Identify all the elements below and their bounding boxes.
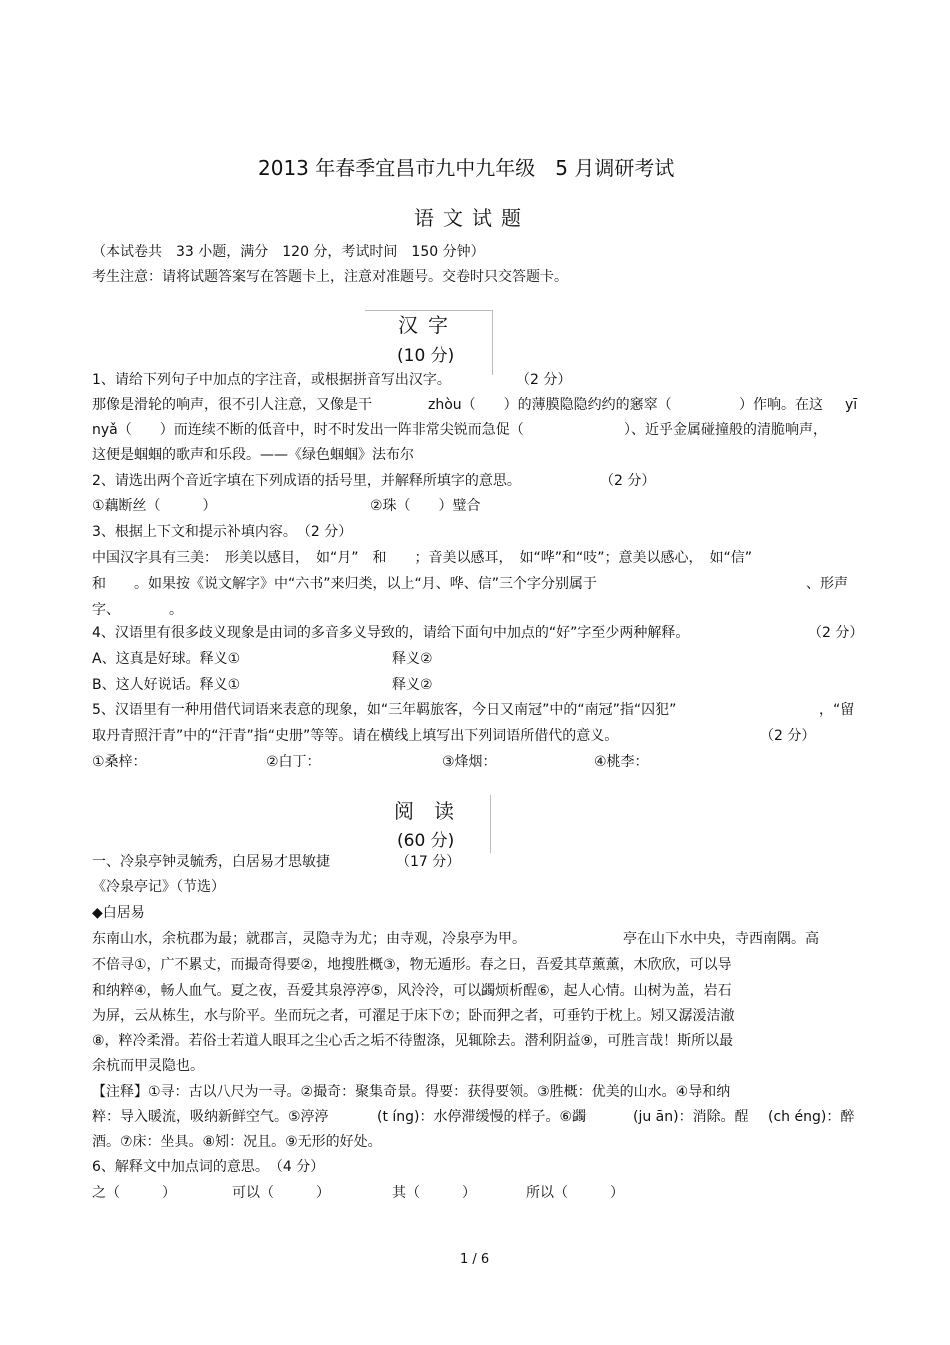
question-2-stem: 2、请选出两个音近字填在下列成语的括号里，并解释所填字的意思。 xyxy=(92,473,521,489)
question-5-stem: 5、汉语里有一种用借代词语来表意的现象，如“三年羁旅客，今日又南冠”中的“南冠”指“囚犯” xyxy=(92,702,677,718)
question-1-text: ）、近乎金属碰撞般的清脆响声， xyxy=(624,422,827,438)
question-4-option: 释义② xyxy=(392,651,433,667)
question-4-option: 释义② xyxy=(392,677,433,693)
question-6-stem: 6、解释文中加点词的意思。 （4 分） xyxy=(92,1159,325,1175)
question-5-stem: 取丹青照汗青”中的“汗青”指“史册”等等。请在横线上填写出下列词语所借代的意义。 xyxy=(92,728,619,744)
passage-notes: 粹：导入暖流，吸纳新鲜空气。⑤渟渟 xyxy=(92,1109,329,1125)
question-3-text: 字、 。 xyxy=(92,602,183,618)
question-6-option: 可以（ ） xyxy=(232,1185,330,1201)
exam-meta: （本试卷共 33 小题，满分 120 分，考试时间 150 分钟） xyxy=(92,244,485,260)
passage-line: 亭在山下水中央，寺西南隅。高 xyxy=(623,931,819,947)
reading-part-heading: 一、冷泉亭钟灵毓秀，白居易才思敏捷 xyxy=(92,854,330,870)
section-score-reading: (60 分) xyxy=(397,831,455,851)
reading-part-score: （17 分） xyxy=(396,854,461,870)
question-6-option: 其（ ） xyxy=(392,1185,476,1201)
question-3-stem: 3、根据上下文和提示补填内容。 （2 分） xyxy=(92,524,353,540)
question-2-option: ②珠（ ）璧合 xyxy=(370,498,481,514)
exam-title: 2013 年春季宜昌市九中九年级 5 月调研考试 xyxy=(258,156,675,180)
passage-notes: 【注释】①寻：古以八尺为一寻。②撮奇：聚集奇景。得要：获得要领。③胜概：优美的山水。④导和纳 xyxy=(92,1084,731,1100)
question-4-option: B、这人好说话。释义① xyxy=(92,677,241,693)
question-6-option: 所以（ ） xyxy=(526,1185,624,1201)
passage-line: 为屏，云从栋生，水与阶平。坐而玩之者，可濯足于床下⑦；卧而狎之者，可垂钓于枕上。矧又潺湲洁澈 xyxy=(92,1008,735,1024)
section-title-reading: 阅读 xyxy=(394,799,474,823)
question-1-text: 那像是滑轮的响声，很不引人注意，又像是干 xyxy=(92,397,372,413)
passage-notes: (ju ān)：消除。酲 xyxy=(633,1109,749,1125)
question-3-text: 和 。如果按《说文解字》中“六书”来归类，以上“月、哗、信”三个字分别属于 xyxy=(92,576,598,592)
passage-line: ⑧，粹冷柔滑。若俗士若道人眼耳之尘心舌之垢不待盥涤，见辄除去。潜利阴益⑨，可胜言哉！斯所以最 xyxy=(92,1033,734,1049)
passage-notes: (ch éng)：醉 xyxy=(768,1109,855,1125)
passage-author: ◆白居易 xyxy=(92,905,145,921)
passage-line: 不倍寻①，广不累丈，而撮奇得要②，地搜胜概③，物无遁形。春之日，吾爱其草薰薰，木欣欣，可以导 xyxy=(92,957,732,973)
question-1-text: yī xyxy=(845,397,858,413)
passage-line: 和纳粹④，畅人血气。夏之夜，吾爱其泉渟渟⑤，风泠泠，可以蠲烦析酲⑥，起人心情。山树为盖，岩石 xyxy=(92,983,732,999)
question-3-text: 中国汉字具有三美： 形美以感目， 如“月” 和 ；音美以感耳， 如“哗”和“吱”；意美以感心， 如“信” xyxy=(92,550,753,566)
section-title-hanzi: 汉字 xyxy=(398,313,458,337)
question-6-option: 之（ ） xyxy=(92,1185,176,1201)
passage-source: 《冷泉亭记》（节选） xyxy=(92,879,225,895)
question-5-option: ②白丁： xyxy=(266,754,321,770)
question-3-text: 、形声 xyxy=(806,576,848,592)
question-1-text: 这便是蝈蝈的歌声和乐段。——《绿色蝈蝈》法布尔 xyxy=(92,447,414,463)
question-4-score: （2 分） xyxy=(808,625,864,641)
subject-title: 语文试题 xyxy=(414,206,530,230)
question-5-option: ④桃李： xyxy=(594,754,649,770)
passage-notes: (t íng)：水停滞缓慢的样子。⑥蠲 xyxy=(377,1109,587,1125)
question-2-score: （2 分） xyxy=(600,473,656,489)
question-1-score: （2 分） xyxy=(516,372,572,388)
question-2-option: ①藕断丝（ ） xyxy=(92,498,217,514)
question-1-stem: 1、请给下列句子中加点的字注音，或根据拼音写出汉字。 xyxy=(92,372,451,388)
question-1-text: zhòu（ ）的薄膜隐隐约约的窸窣（ xyxy=(428,397,672,413)
section-score-hanzi: (10 分) xyxy=(397,346,455,366)
passage-line: 东南山水，余杭郡为最；就郡言，灵隐寺为尤；由寺观，冷泉亭为甲。 xyxy=(92,931,526,947)
question-5-option: ①桑梓： xyxy=(92,754,147,770)
question-5-score: （2 分） xyxy=(760,728,816,744)
question-4-stem: 4、汉语里有很多歧义现象是由词的多音多义导致的，请给下面句中加点的“好”字至少两种解释。 xyxy=(92,625,690,641)
question-4-option: A、这真是好球。释义① xyxy=(92,651,241,667)
page-number: 1 / 6 xyxy=(460,1252,490,1267)
question-5-option: ③烽烟： xyxy=(442,754,497,770)
question-1-text: nyǎ（ ）而连续不断的低音中，时不时发出一阵非常尖锐而急促（ xyxy=(92,422,524,438)
passage-notes: 酒。⑦床：坐具。⑧矧：况且。⑨无形的好处。 xyxy=(92,1134,382,1150)
question-5-stem: ，“留 xyxy=(819,702,855,718)
passage-line: 余杭而甲灵隐也。 xyxy=(92,1058,204,1074)
question-1-text: ）作响。在这 xyxy=(739,397,823,413)
exam-notice: 考生注意：请将试题答案写在答题卡上，注意对准题号。交卷时只交答题卡。 xyxy=(92,269,568,285)
